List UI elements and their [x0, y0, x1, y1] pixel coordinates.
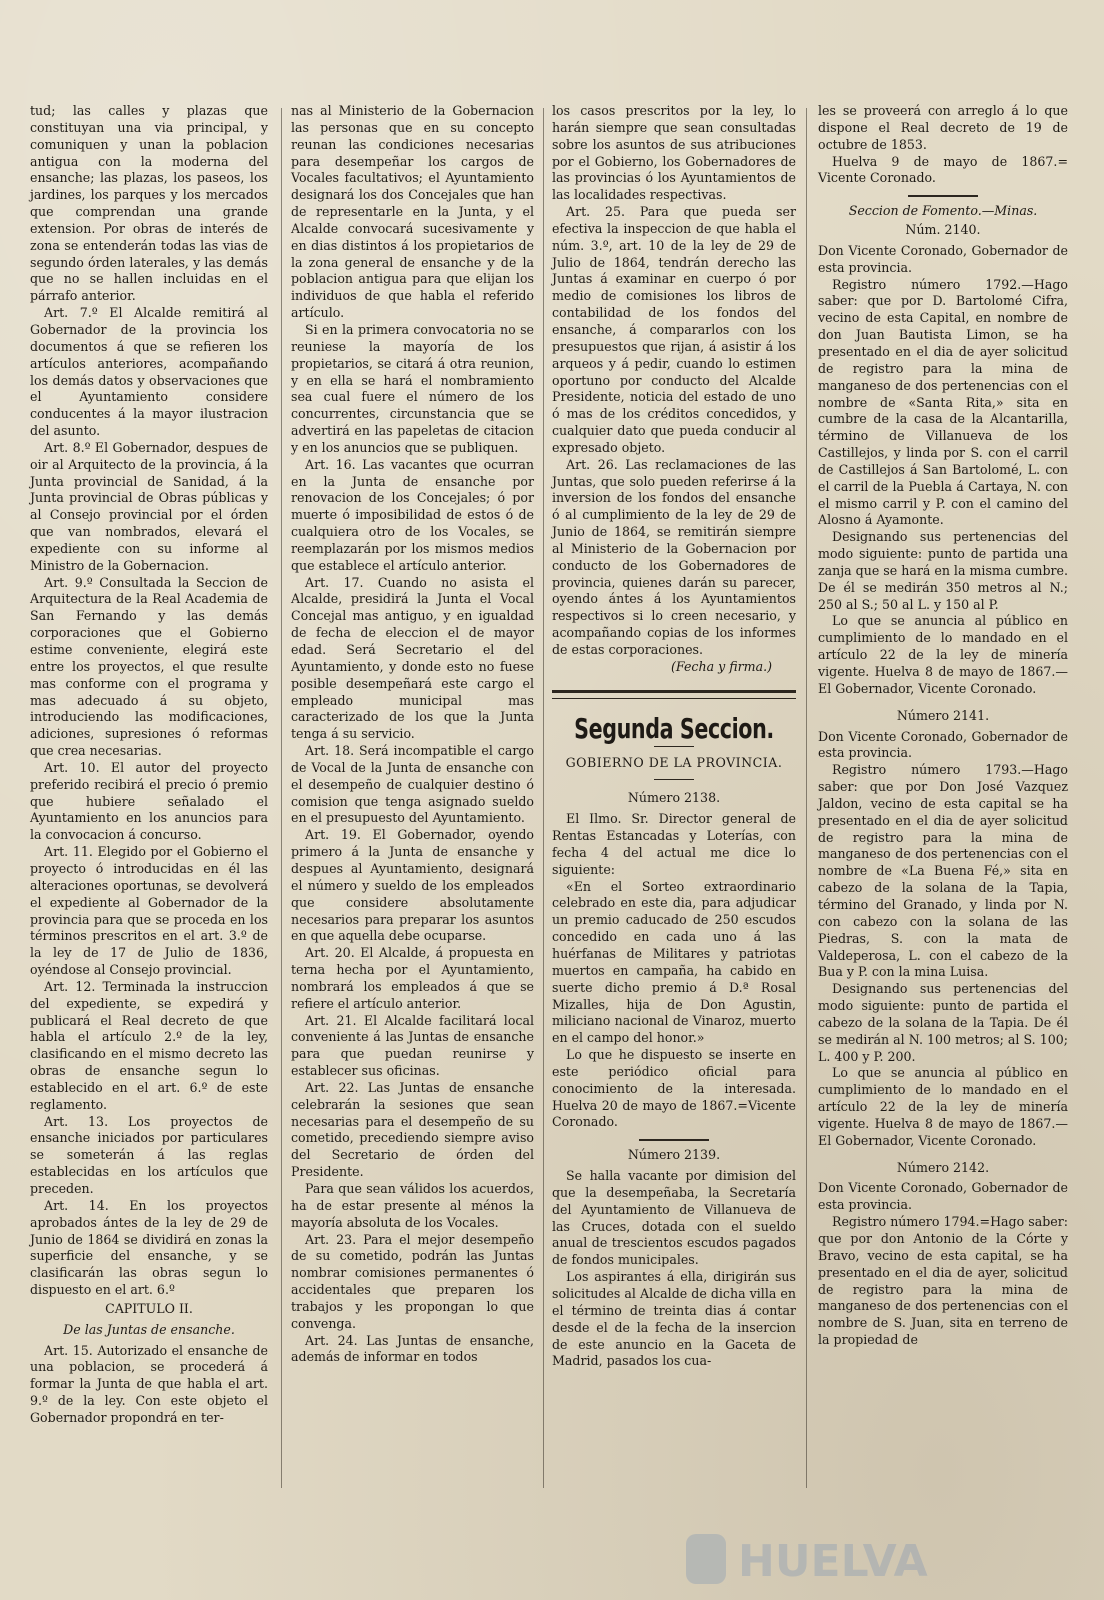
paragraph: les se proveerá con arreglo á lo que dispone el Real decreto de 19 de octubre de 1853. — [818, 103, 1068, 152]
section-subtitle: GOBIERNO DE LA PROVINCIA. — [565, 754, 783, 770]
article-17: Art. 17. Cuando no asista el Alcalde, presidirá la Junta el Vocal Concejal mas antiguo, y en igualdad de fecha de eleccion el de mayor edad. Será Secretario el del Ayuntamiento, y donde esto no fuese posible desempeñará este cargo el empleado municipal mas caracterizado de los que la Junta tenga á su servicio. — [291, 574, 534, 742]
notice-number: Número 2138. — [627, 790, 721, 806]
chapter-heading: CAPITULO II. — [105, 1300, 193, 1316]
article-26: Art. 26. Las reclamaciones de las Juntas, que solo pueden referirse á la inversion de los fondos del ensanche ó al cumplimiento de la ley de 29 de Junio de 1864, se remitirán siempre al Ministerio de la Gobernacion por conducto de los Gobernadores de provincia, quienes darán su parecer, oyendo ántes á los Ayuntamientos respectivos si lo creen necesario, y acompañando copias de los informes de estas corporaciones. — [552, 456, 796, 657]
divider — [639, 1139, 709, 1141]
paragraph: Don Vicente Coronado, Gobernador de esta provincia. — [818, 1180, 1068, 1213]
article-12: Art. 12. Terminada la instruccion del expediente, se expedirá y publicará el Real decreto de que habla el artículo 2.º de la ley, clasificando en el mismo decreto las obras de ensanche segun lo establecido en el art. 6.º de este reglamento. — [30, 978, 268, 1112]
article-20: Art. 20. El Alcalde, á propuesta en terna hecha por el Ayuntamiento, nombrará los empleados á que se refiere el artículo anterior. — [291, 945, 534, 1011]
paragraph: Designando sus pertenencias del modo siguiente: punto de partida el cabezo de la solana de la Tapia. De él se medirán al N. 100 metros; al S. 100; L. 400 y P. 200. — [818, 981, 1068, 1064]
article-18: Art. 18. Será incompatible el cargo de Vocal de la Junta de ensanche con el desempeño de cualquier destino ó comision que tenga asignado sueldo en el presupuesto del Ayuntamiento. — [291, 743, 534, 826]
paragraph: Registro número 1792.—Hago saber: que por D. Bartolomé Cifra, vecino de esta Capital, en nombre de don Juan Bautista Limon, se ha presentado en el dia de ayer solicitud de registro para la mina de manganeso de dos pertenencias con el nombre de «Santa Rita,» sita en cumbre de la casa de la Alcantarilla, término de Villanueva de los Castillejos, y linda por S. con el carril de Castillejos á San Bartolomé, L. con el carril de la Puebla á Cartaya, N. con el mismo carril y P. con el camino del Alosno á Ayamonte. — [818, 276, 1068, 528]
column-divider — [281, 108, 282, 1488]
section-heading: Seccion de Fomento.—Minas. — [848, 203, 1038, 219]
paragraph: Los aspirantes á ella, dirigirán sus solicitudes al Alcalde de dicha villa en el término de treinta dias á contar desde el de la fecha de la insercion de este anuncio en la Gaceta de Madrid, pasados los cua- — [552, 1269, 796, 1369]
column-4 — [818, 103, 1068, 1349]
article-9: Art. 9.º Consultada la Seccion de Arquitectura de la Real Academia de San Fernando y las demás corporaciones que el Gobierno estime conveniente, elegirá este entre los proyectos, el que resulte mas conforme con el programa y mas adecuado á su objeto, introduciendo las modificaciones, adiciones, supresiones ó reformas que crea necesarias. — [30, 574, 268, 759]
paragraph: «En el Sorteo extraordinario celebrado en este dia, para adjudicar un premio caducado de 250 escudos concedido en cada uno á las huérfanas de Militares y patriotas muertos en campaña, ha cabido en suerte dicho premio á D.ª Rosal Mizalles, hija de Don Agustin, miliciano nacional de Vinaroz, muerto en el campo del honor.» — [552, 878, 796, 1046]
watermark-emblem-icon — [686, 1534, 726, 1584]
library-watermark — [680, 1528, 980, 1590]
column-3 — [552, 103, 796, 1370]
paragraph: Para que sean válidos los acuerdos, ha de estar presente al ménos la mayoría absoluta de los Vocales. — [291, 1181, 534, 1230]
signature-line: (Fecha y firma.) — [671, 658, 772, 674]
divider — [654, 746, 694, 747]
article-23: Art. 23. Para el mejor desempeño de su cometido, podrán las Juntas nombrar comisiones permanentes ó accidentales que preparen los trabajos y les propongan lo que convenga. — [291, 1231, 534, 1331]
paragraph: Huelva 9 de mayo de 1867.= Vicente Coronado. — [818, 153, 1068, 186]
section-divider — [552, 690, 796, 699]
article-8: Art. 8.º El Gobernador, despues de oir al Arquitecto de la provincia, á la Junta provincial de Sanidad, á la Junta provincial de Obras públicas y al Consejo provincial por el órden que van nombrados, elevará el expediente con su informe al Ministro de la Gobernacion. — [30, 439, 268, 573]
paragraph: Si en la primera convocatoria no se reuniese la mayoría de los propietarios, se citará á otra reunion, y en ella se hará el nombramiento sea cual fuere el número de los concurrentes, circunstancia que se advertirá en las papeletas de citacion y en los anuncios que se publiquen. — [291, 321, 534, 455]
divider — [908, 195, 978, 197]
article-10: Art. 10. El autor del proyecto preferido recibirá el precio ó premio que hubiere señalado el Ayuntamiento en los anuncios para la convocacion á concurso. — [30, 759, 268, 843]
notice-number: Núm. 2140. — [905, 222, 981, 238]
column-divider — [543, 108, 544, 1488]
paragraph: tud; las calles y plazas que constituyan una via principal, y comuniquen y unan la poblacion antigua con la moderna del ensanche; las plazas, los paseos, los jardines, los parques y los mercados que comprendan una grande extension. Por obras de interés de zona se entenderán todas las vias de segundo órden laterales, y las demás que no se hallen incluidas en el párrafo anterior. — [30, 103, 268, 304]
paragraph: Registro número 1793.—Hago saber: que por Don José Vazquez Jaldon, vecino de esta capital se ha presentado en el dia de ayer solicitud de registro para la mina de manganeso de dos pertenencias con el nombre de «La Buena Fé,» sita en cabezo de la solana de la Tapia, término del Granado, y linda por N. con cabezo con la solana de las Piedras, S. con la mata de Valdeperosa, L. con el cabezo de la Bua y P. con la mina Luisa. — [818, 762, 1068, 980]
paragraph: Lo que he dispuesto se inserte en este periódico oficial para conocimiento de la interesada. Huelva 20 de mayo de 1867.=Vicente Coronado. — [552, 1047, 796, 1130]
article-21: Art. 21. El Alcalde facilitará local conveniente á las Juntas de ensanche para que puedan reunirse y establecer sus oficinas. — [291, 1012, 534, 1079]
notice-number: Número 2141. — [896, 707, 990, 723]
article-13: Art. 13. Los proyectos de ensanche iniciados por particulares se someterán á las reglas establecidas en los artículos que preceden. — [30, 1113, 268, 1196]
column-1 — [30, 103, 268, 1427]
watermark-text: HUELVA — [738, 1536, 928, 1587]
paragraph: nas al Ministerio de la Gobernacion las personas que en su concepto reunan las condiciones necesarias para desempeñar los cargos de Vocales facultativos; el Ayuntamiento designará los dos Concejales que han de representarle en la Junta, y el Alcalde convocará sucesivamente y en dias distintos á los propietarios de la zona general de ensanche y de la poblacion antigua para que elijan los individuos de que habla el referido artículo. — [291, 103, 534, 321]
article-14: Art. 14. En los proyectos aprobados ántes de la ley de 29 de Junio de 1864 se dividirá en zonas la superficie del ensanche, y se clasificarán las obras segun lo dispuesto en el art. 6.º — [30, 1197, 268, 1298]
divider — [654, 779, 694, 780]
paragraph: Registro número 1794.=Hago saber: que por don Antonio de la Córte y Bravo, vecino de esta capital, se ha presentado en el dia de ayer, solicitud de registro para la mina de manganeso de dos pertenencias con el nombre de S. Juan, sita en terreno de la propiedad de — [818, 1214, 1068, 1348]
notice-number: Número 2139. — [627, 1147, 721, 1163]
article-16: Art. 16. Las vacantes que ocurran en la Junta de ensanche por renovacion de los Concejales; ó por muerte ó imposibilidad de estos ó de cualquiera otro de los Vocales, se reemplazarán por los mismos medios que establece el artículo anterior. — [291, 456, 534, 573]
article-7: Art. 7.º El Alcalde remitirá al Gobernador de la provincia los documentos á que se refieren los artículos anteriores, acompañando los demás datos y observaciones que el Ayuntamiento considere conducentes á la mayor ilustracion del asunto. — [30, 305, 268, 439]
paragraph: Lo que se anuncia al público en cumplimiento de lo mandado en el artículo 22 de la ley de minería vigente. Huelva 8 de mayo de 1867.—El Gobernador, Vicente Coronado. — [818, 1065, 1068, 1148]
column-2 — [291, 103, 534, 1366]
paragraph: Don Vicente Coronado, Gobernador de esta provincia. — [818, 728, 1068, 761]
section-title: Segunda Seccion. — [574, 711, 774, 745]
paragraph: El Ilmo. Sr. Director general de Rentas Estancadas y Loterías, con fecha 4 del actual me dice lo siguiente: — [552, 811, 796, 877]
column-divider — [806, 108, 807, 1488]
article-25: Art. 25. Para que pueda ser efectiva la inspeccion de que habla el núm. 3.º, art. 10 de la ley de 29 de Julio de 1864, tendrán derecho las Juntas á examinar en cuerpo ó por medio de comisiones los libros de contabilidad de los fondos del ensanche, á compararlos con los presupuestos que rijan, á asistir á los arqueos y á pedir, cuando lo estimen oportuno por conducto del Alcalde Presidente, noticia del estado de uno ó mas de los créditos concedidos, y cualquier dato que pueda conducir al expresado objeto. — [552, 204, 796, 455]
paragraph: Lo que se anuncia al público en cumplimiento de lo mandado en el artículo 22 de la ley de minería vigente. Huelva 8 de mayo de 1867.—El Gobernador, Vicente Coronado. — [818, 613, 1068, 696]
paragraph: Designando sus pertenencias del modo siguiente: punto de partida una zanja que se hará en la misma cumbre. De él se medirán 350 metros al N.; 250 al S.; 50 al L. y 150 al P. — [818, 529, 1069, 612]
chapter-subheading: De las Juntas de ensanche. — [63, 1321, 235, 1337]
article-19: Art. 19. El Gobernador, oyendo primero á la Junta de ensanche y despues al Ayuntamiento, designará el número y sueldo de los empleados que considere absolutamente necesarios para preparar los asuntos en que aquella debe ocuparse. — [291, 827, 534, 944]
paragraph: Don Vicente Coronado, Gobernador de esta provincia. — [818, 242, 1068, 275]
paragraph: Se halla vacante por dimision del que la desempeñaba, la Secretaría del Ayuntamiento de Villanueva de las Cruces, dotada con el sueldo anual de trescientos escudos pagados de fondos municipales. — [552, 1168, 796, 1268]
article-15: Art. 15. Autorizado el ensanche de una poblacion, se procederá á formar la Junta de que habla el art. 9.º de la ley. Con este objeto el Gobernador propondrá en ter- — [30, 1342, 268, 1425]
article-22: Art. 22. Las Juntas de ensanche celebrarán la sesiones que sean necesarias para el desempeño de su cometido, precediendo siempre aviso del Secretario de órden del Presidente. — [291, 1079, 534, 1180]
notice-number: Número 2142. — [896, 1159, 990, 1175]
article-11: Art. 11. Elegido por el Gobierno el proyecto ó introducidas en él las alteraciones oportunas, se devolverá el expediente al Gobernador de la provincia para que se proceda en los términos prescritos en el art. 3.º de la ley de 17 de Julio de 1836, oyéndose al Consejo provincial. — [30, 844, 268, 978]
paragraph: los casos prescritos por la ley, lo harán siempre que sean consultadas sobre los asuntos de sus atribuciones por el Gobierno, los Gobernadores de las provincias ó los Ayuntamientos de las localidades respectivas. — [552, 103, 796, 203]
article-24: Art. 24. Las Juntas de ensanche, además de informar en todos — [291, 1332, 534, 1365]
